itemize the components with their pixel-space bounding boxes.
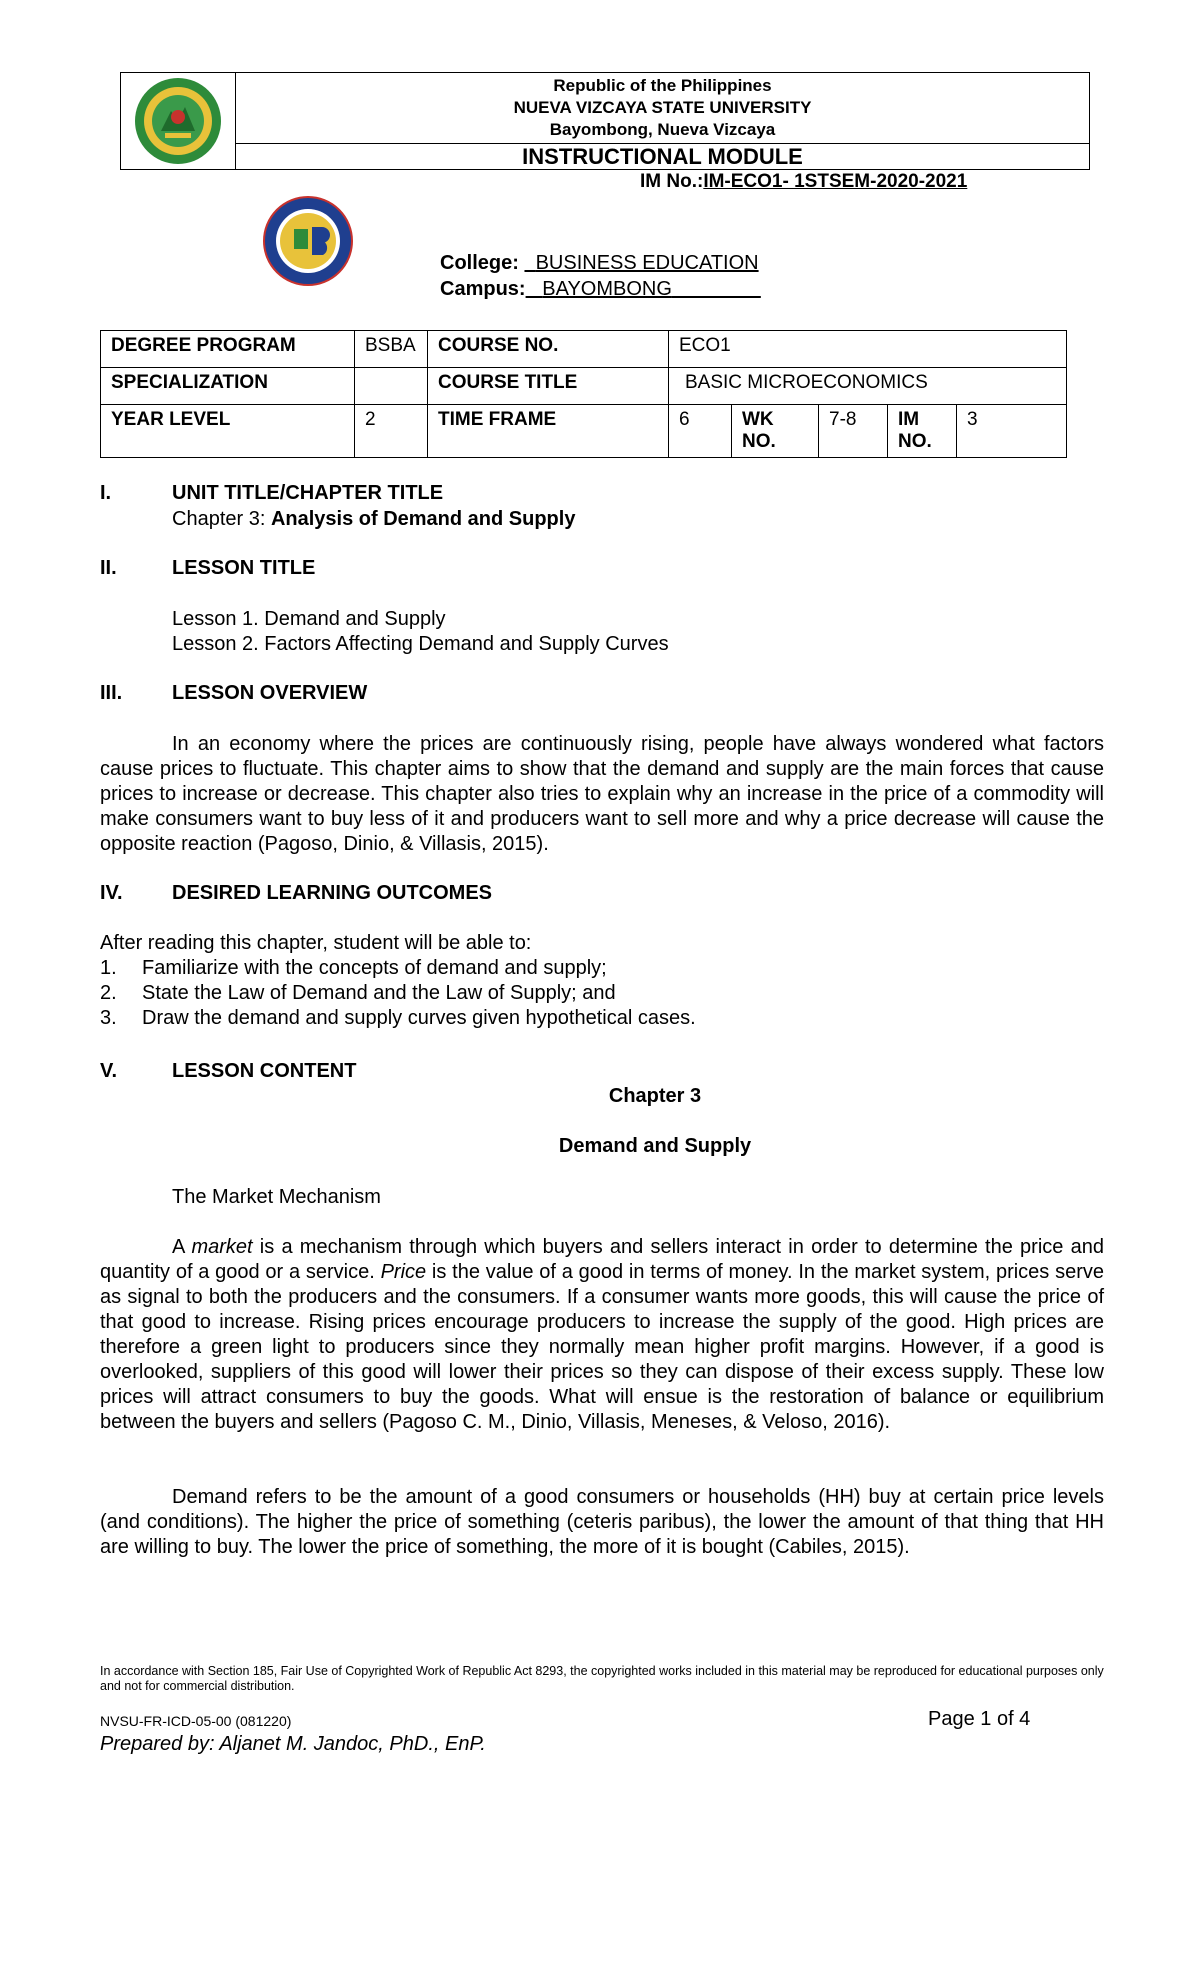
list-text: State the Law of Demand and the Law of Supply; and — [142, 982, 616, 1004]
list-item — [100, 957, 607, 980]
header-text — [236, 73, 1089, 145]
im-no-label: IM NO. — [888, 405, 957, 458]
text-run: is the value of a good in terms of money. In the market system, prices serve as signal to both the producers and the consumers. If a consumer wants more goods, this will cause the price of that good to increase. Rising prices encourage producers to increase the supply of the good. High prices are therefore a green light to producers since they normally mean higher profit margins. However, if a good is overlooked, suppliers of this good will lower their prices so they can dispose of their excess supply. These low prices will attract consumers to buy the goods. What will ensue is the restoration of balance or equilibrium between the buyers and sellers (Pagoso C. M., Dinio, Villasis, Meneses, & Veloso, 2016). — [100, 1261, 1104, 1433]
section-1-heading — [100, 482, 443, 505]
section-number: II. — [100, 557, 117, 579]
list-number: 1. — [100, 957, 117, 979]
college-label: College: — [440, 252, 519, 274]
list-number: 2. — [100, 982, 117, 1004]
lesson-2: Lesson 2. Factors Affecting Demand and Supply Curves — [172, 633, 669, 655]
lesson-1: Lesson 1. Demand and Supply — [172, 608, 446, 630]
university-seal-cell — [121, 73, 236, 169]
content-chapter-title: Demand and Supply — [558, 1135, 752, 1157]
section-number: IV. — [100, 882, 123, 904]
market-paragraph — [100, 1235, 1104, 1435]
course-no-value: ECO1 — [669, 331, 1067, 368]
republic-line: Republic of the Philippines — [553, 76, 772, 95]
list-item — [100, 982, 616, 1005]
section-title: LESSON CONTENT — [172, 1060, 357, 1082]
outcomes-intro: After reading this chapter, student will be able to: — [100, 932, 532, 954]
course-title-label: COURSE TITLE — [428, 368, 669, 405]
college-campus-block — [440, 250, 761, 302]
wk-no-label: WK NO. — [732, 405, 819, 458]
chapter-prefix: Chapter 3: — [172, 508, 271, 530]
section-title: DESIRED LEARNING OUTCOMES — [172, 882, 493, 904]
course-title-value: BASIC MICROECONOMICS — [669, 368, 1067, 405]
time-frame-value: 6 — [669, 405, 732, 458]
term-market: market — [191, 1236, 253, 1258]
table-row — [101, 368, 1067, 405]
time-frame-label: TIME FRAME — [428, 405, 669, 458]
im-number-value: IM-ECO1- 1STSEM-2020-2021 — [703, 171, 968, 192]
overview-paragraph: In an economy where the prices are continuously rising, people have always wondered what factors cause prices to fluctuate. This chapter aims to show that the demand and supply are the main forces that cause prices to increase or decrease. This chapter also tries to explain why an increase in the price of a commodity will make consumers want to buy less of it and producers want to sell more and why a price decrease will cause the opposite reaction (Pagoso, Dinio, & Villasis, 2015). — [100, 733, 1104, 855]
section-5-heading — [100, 1060, 356, 1083]
content-chapter: Chapter 3 — [608, 1085, 702, 1107]
year-level-value: 2 — [355, 405, 428, 458]
copyright-notice: In accordance with Section 185, Fair Use of Copyrighted Work of Republic Act 8293, the copyrighted works included in this material may be reproduced for educational purposes only and not for commercial distribution. — [100, 1664, 1104, 1693]
list-text: Draw the demand and supply curves given hypothetical cases. — [142, 1007, 696, 1029]
im-no-value: 3 — [957, 405, 1067, 458]
im-number — [640, 171, 967, 193]
page-number: Page 1 of 4 — [928, 1708, 1031, 1730]
specialization-label: SPECIALIZATION — [101, 368, 355, 405]
table-row — [101, 331, 1067, 368]
demand-paragraph: Demand refers to be the amount of a good consumers or households (HH) buy at certain price levels (and conditions). The higher the price of something (ceteris paribus), the lower the amount of that thing that HH are willing to buy. The lower the price of something, the more of it is bought (Cabiles, 2015). — [100, 1486, 1104, 1558]
prepared-by: Prepared by: Aljanet M. Jandoc, PhD., EnP. — [100, 1733, 486, 1755]
section-number: V. — [100, 1060, 118, 1082]
section-title: LESSON OVERVIEW — [172, 682, 368, 704]
section-3-heading — [100, 682, 367, 705]
course-no-label: COURSE NO. — [428, 331, 669, 368]
module-title: INSTRUCTIONAL MODULE — [236, 143, 1089, 170]
section-number: III. — [100, 682, 123, 704]
im-number-label: IM No.: — [640, 171, 704, 192]
term-price: Price — [380, 1261, 427, 1283]
chapter-name: Analysis of Demand and Supply — [270, 508, 576, 530]
text-run: A — [172, 1236, 192, 1258]
college-seal-icon — [262, 195, 354, 287]
section-4-heading — [100, 882, 492, 905]
section-2-heading — [100, 557, 315, 580]
campus-label: Campus: — [440, 278, 526, 300]
list-text: Familiarize with the concepts of demand and supply; — [142, 957, 607, 979]
university-name: NUEVA VIZCAYA STATE UNIVERSITY — [513, 98, 812, 117]
course-info-table — [100, 330, 1067, 458]
text-run: is a mechanism through which buyers and sellers interact in order to determine the price and quantity of a good or a service. — [100, 1236, 1104, 1283]
degree-label: DEGREE PROGRAM — [101, 331, 355, 368]
section-title: LESSON TITLE — [172, 557, 316, 579]
subheading: The Market Mechanism — [172, 1186, 381, 1208]
university-seal-icon — [121, 73, 235, 169]
degree-value: BSBA — [355, 331, 428, 368]
chapter-title — [172, 507, 575, 532]
year-level-label: YEAR LEVEL — [101, 405, 355, 458]
list-number: 3. — [100, 1007, 117, 1029]
section-title: UNIT TITLE/CHAPTER TITLE — [172, 482, 444, 504]
wk-no-value: 7-8 — [819, 405, 888, 458]
table-row — [101, 405, 1067, 458]
college-value: BUSINESS EDUCATION — [535, 252, 759, 274]
document-header — [120, 72, 1090, 170]
form-code: NVSU-FR-ICD-05-00 (081220) — [100, 1713, 292, 1729]
campus-value: BAYOMBONG — [542, 278, 672, 300]
list-item — [100, 1007, 696, 1030]
section-number: I. — [100, 482, 112, 504]
university-location: Bayombong, Nueva Vizcaya — [549, 120, 776, 139]
specialization-value — [355, 368, 428, 405]
